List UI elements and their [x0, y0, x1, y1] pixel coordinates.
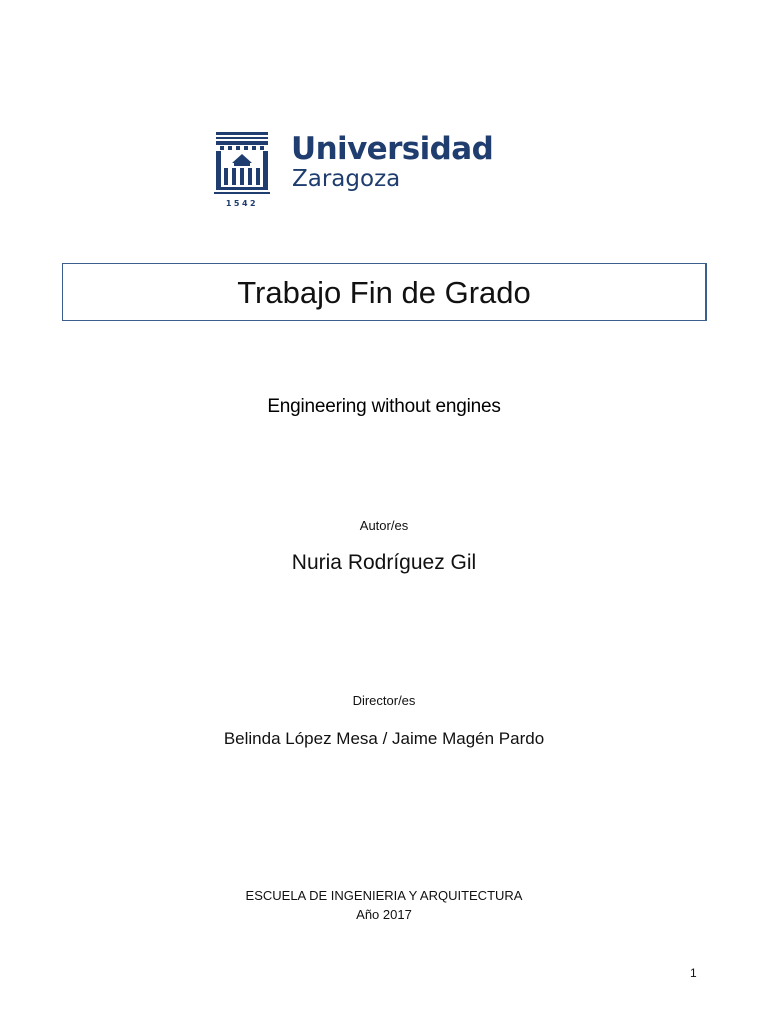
school-name: ESCUELA DE INGENIERIA Y ARQUITECTURA — [245, 888, 523, 903]
university-crest-icon — [214, 130, 270, 210]
thesis-subject: Engineering without engines — [267, 396, 501, 417]
director-label: Director/es — [352, 693, 416, 708]
logo-university-name: Universidad — [291, 131, 494, 167]
document-title: Trabajo Fin de Grado — [237, 274, 531, 310]
document-year: Año 2017 — [356, 907, 412, 922]
university-logo — [214, 130, 494, 210]
svg-text:1542: 1542 — [225, 199, 259, 208]
author-name: Nuria Rodríguez Gil — [291, 551, 477, 574]
director-names: Belinda López Mesa / Jaime Magén Pardo — [223, 729, 545, 748]
logo-city-name: Zaragoza — [292, 166, 401, 192]
page-number: 1 — [690, 966, 697, 980]
title-box — [62, 263, 707, 321]
author-label: Autor/es — [359, 518, 409, 533]
